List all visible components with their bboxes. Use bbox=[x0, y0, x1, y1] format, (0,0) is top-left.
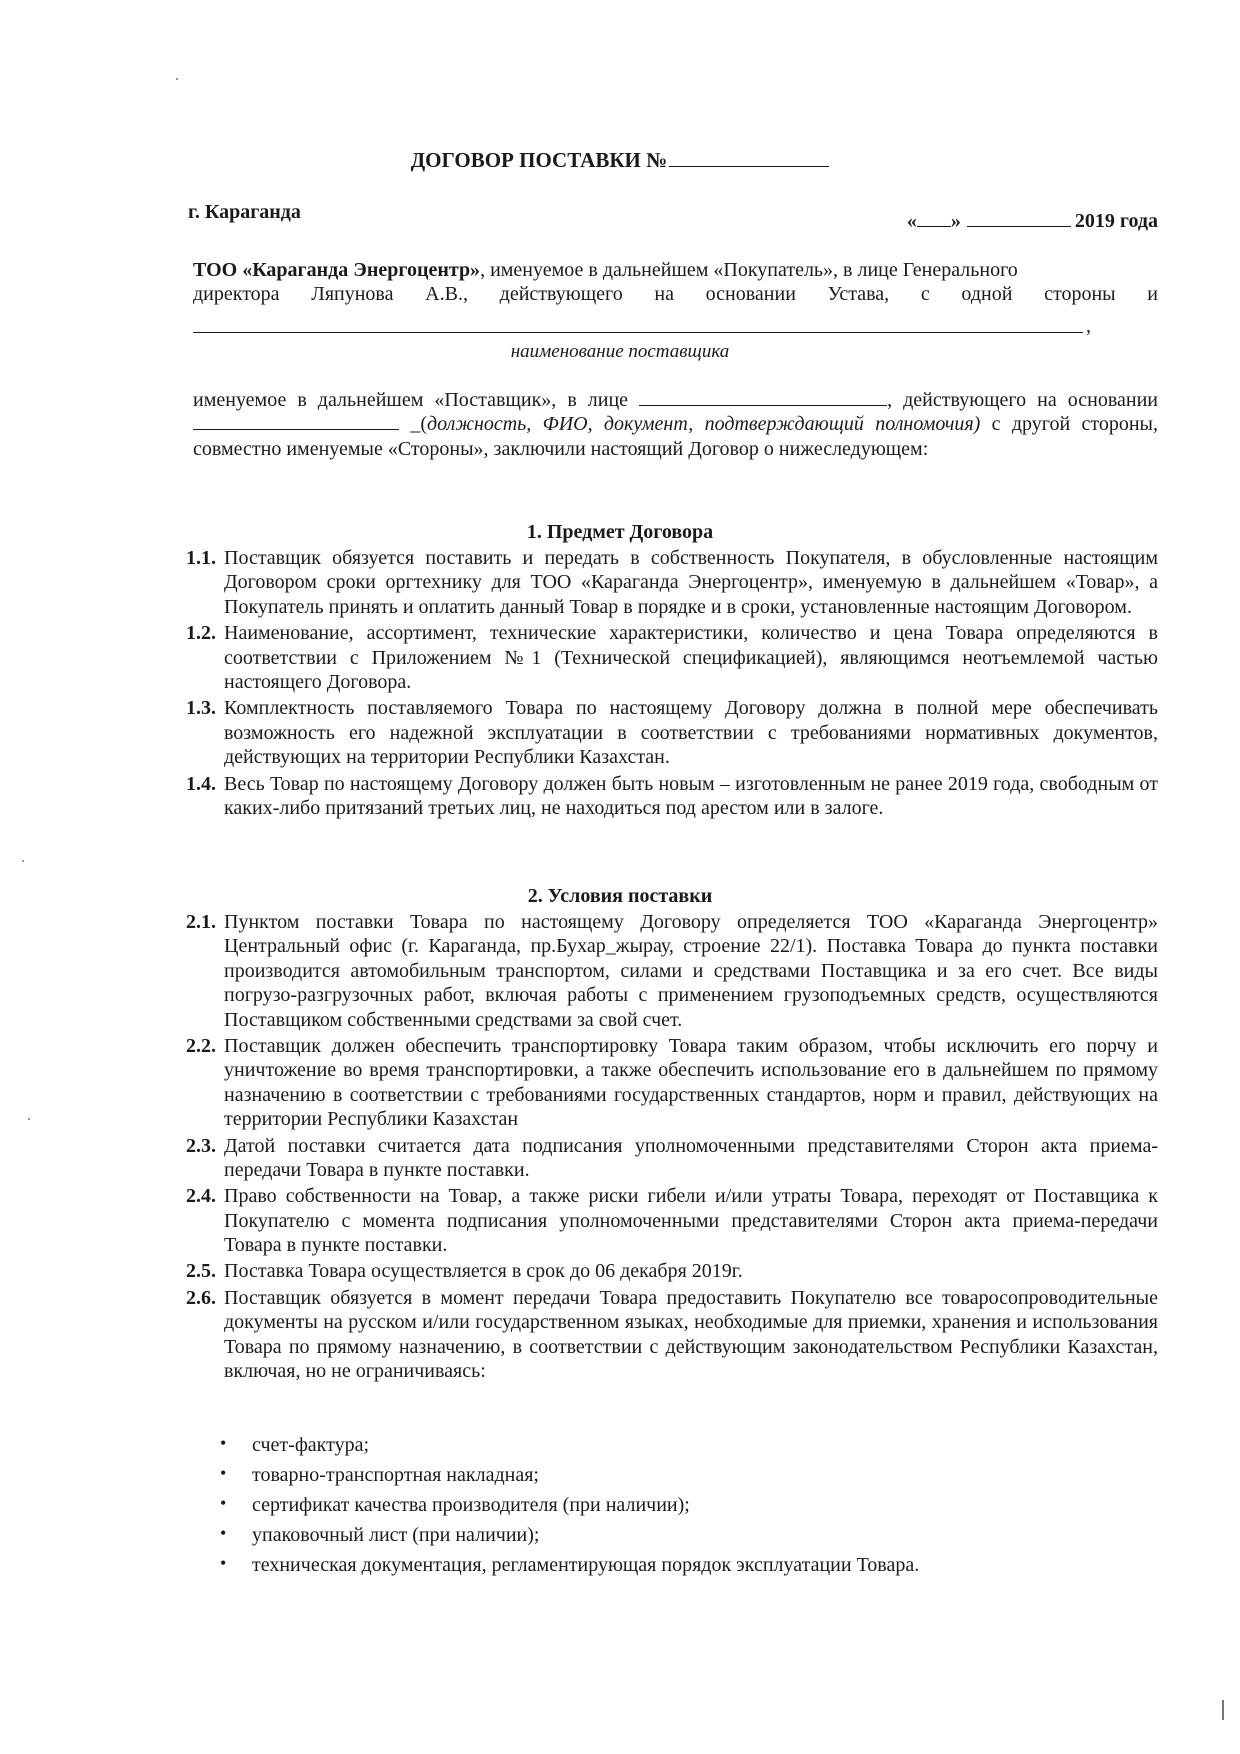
basis-blank bbox=[193, 413, 399, 430]
clause-1-3 bbox=[186, 696, 1158, 769]
bullet-icon: • bbox=[220, 1493, 227, 1513]
section-1-items bbox=[186, 546, 1158, 822]
clause-2-6 bbox=[186, 1286, 1158, 1384]
list-item-text: сертификат качества производителя (при наличии); bbox=[252, 1494, 690, 1516]
section-1-heading: 1. Предмет Договора bbox=[526, 521, 714, 543]
representative-blank bbox=[639, 389, 887, 406]
clause-1-1 bbox=[186, 546, 1158, 619]
supplier-name-blank bbox=[193, 318, 1083, 333]
list-item-text: упаковочный лист (при наличии); bbox=[252, 1524, 540, 1546]
clause-text: Наименование, ассортимент, технические характеристики, количество и цена Товара определяются в соответствии с Приложением №1 (Технической спецификацией), являющимся неотъемлемой частью настоящего Договора. bbox=[224, 622, 1158, 693]
clause-1-4 bbox=[186, 772, 1158, 821]
clause-number: 2.3. bbox=[186, 1134, 216, 1157]
clause-text: Весь Товар по настоящему Договору должен быть новым – изготовленным не ранее 2019 года, свободным от каких-либо притязаний третьих лиц, не находиться под арестом или в залоге. bbox=[224, 772, 1158, 819]
clause-number: 2.2. bbox=[186, 1034, 216, 1057]
list-item bbox=[220, 1463, 1158, 1493]
preamble-line2: директора Ляпунова А.В., действующего на основании Устава, с одной стороны и bbox=[193, 283, 1158, 306]
clause-2-5 bbox=[186, 1259, 1158, 1283]
clause-text: Комплектность поставляемого Товара по настоящему Договору должна в полной мере обеспечивать возможность его надежной эксплуатации в соответствии с требованиями нормативных документов, действующих на территории Республики Казахстан. bbox=[224, 697, 1158, 769]
supplier-clause-part3: _( bbox=[410, 413, 427, 436]
date-year: 2019 года bbox=[1074, 210, 1158, 232]
clause-1-2 bbox=[186, 621, 1158, 694]
section-2-heading: 2. Условия поставки bbox=[527, 885, 713, 907]
clause-2-3 bbox=[186, 1134, 1158, 1183]
clause-number: 2.6. bbox=[186, 1286, 216, 1309]
list-item bbox=[220, 1433, 1158, 1463]
list-item-text: товарно-транспортная накладная; bbox=[252, 1464, 539, 1486]
date-close-quote: » bbox=[950, 210, 961, 232]
contract-number-blank bbox=[669, 148, 829, 167]
section-2-items bbox=[186, 910, 1158, 1385]
scan-speck bbox=[176, 78, 178, 80]
bullet-icon: • bbox=[220, 1553, 227, 1573]
clause-number: 2.5. bbox=[186, 1260, 216, 1283]
document-title bbox=[0, 148, 1240, 174]
scan-edge-mark bbox=[1222, 1700, 1224, 1720]
clause-text: Поставщик должен обеспечить транспортировку Товара таким образом, чтобы исключить его порчу и уничтожение во время транспортировки, а также обеспечить использование его в дальнейшем по прямому назначению в соответствии с требованиями государственных стандартов, норм и правил, действующих на территории Республики Казахстан bbox=[224, 1034, 1158, 1131]
bullet-icon: • bbox=[220, 1523, 227, 1543]
clause-number: 2.1. bbox=[186, 911, 216, 933]
buyer-name: ТОО «Караганда Энергоцентр» bbox=[193, 259, 481, 281]
clause-text: Поставщик обязуется в момент передачи Товара предоставить Покупателю все товаросопроводительные документы на русском и/или государственном языках, необходимые для приемки, хранения и использования Товара по прямому назначению, в соответствии с действующим законодательством Республики Казахстан, включая, но не ограничиваясь: bbox=[224, 1286, 1158, 1383]
bullet-icon: • bbox=[220, 1433, 227, 1453]
clause-text: Поставщик обязуется поставить и передать в собственность Покупателя, в обусловленные настоящим Договором сроки оргтехнику для ТОО «Караганда Энергоцентр», именуемую в дальнейшем «Товар», а Покупатель принять и оплатить данный Товар в порядке и в сроки, установленные настоящим Договором. bbox=[224, 547, 1158, 618]
clause-text: Пунктом поставки Товара по настоящему Договору определяется ТОО «Караганда Энергоцентр» Центральный офис (г. Караганда, пр.Бухар_жырау, строение 22/1). Поставка Товара до пункта поставки производится автомобильным транспортом, силами и средствами Поставщика и за его счет. Все виды погрузо-разгрузочных работ, включая работы с применением грузоподъемных средств, осуществляются Поставщиком собственными средствами за свой счет. bbox=[224, 911, 1158, 1031]
clause-text: Поставка Товара осуществляется в срок до 06 декабря 2019г. bbox=[224, 1260, 743, 1283]
list-item-text: счет-фактура; bbox=[252, 1434, 370, 1456]
clause-text: Датой поставки считается дата подписания уполномоченными представителями Сторон акта приема-передачи Товара в пункте поставки. bbox=[224, 1134, 1158, 1181]
list-item bbox=[220, 1493, 1158, 1523]
clause-text: Право собственности на Товар, а также риски гибели и/или утраты Товара, переходят от Поставщика к Покупателю с момента подписания уполномоченными представителями Сторон акта приема-передачи Товара в пункте поставки. bbox=[224, 1185, 1158, 1257]
title-text: ДОГОВОР ПОСТАВКИ № bbox=[410, 148, 668, 172]
list-item bbox=[220, 1553, 1158, 1583]
bullet-icon: • bbox=[220, 1463, 227, 1483]
date-open-quote: « bbox=[906, 210, 917, 232]
clause-number: 1.1. bbox=[186, 547, 216, 569]
supplier-clause-part2: , действующего на основании bbox=[887, 389, 1158, 411]
document-list bbox=[220, 1433, 1158, 1583]
clause-2-2 bbox=[186, 1034, 1158, 1132]
clause-number: 1.3. bbox=[186, 697, 216, 720]
list-item bbox=[220, 1523, 1158, 1553]
supplier-clause bbox=[193, 388, 1158, 461]
clause-number: 1.4. bbox=[186, 772, 216, 795]
clause-number: 2.4. bbox=[186, 1185, 216, 1208]
preamble bbox=[193, 258, 1158, 307]
contract-date bbox=[907, 208, 1158, 233]
day-blank bbox=[917, 208, 951, 227]
preamble-line1: , именуемое в дальнейшем «Покупатель», в лице Генерального bbox=[480, 259, 1018, 281]
authority-caption: должность, ФИО, документ, подтверждающий полномочия) bbox=[427, 413, 981, 436]
supplier-clause-part1: именуемое в дальнейшем «Поставщик», в лице bbox=[193, 389, 629, 411]
supplier-comma: , bbox=[1086, 315, 1091, 337]
clause-2-4 bbox=[186, 1184, 1158, 1257]
supplier-clause-part4: с другой стороны, совместно именуемые «Стороны», заключили настоящий Договор о нижеследующем: bbox=[193, 413, 1158, 460]
clause-number: 1.2. bbox=[186, 622, 216, 645]
scan-speck bbox=[22, 860, 24, 862]
month-blank bbox=[967, 208, 1071, 227]
supplier-caption: наименование поставщика bbox=[510, 341, 730, 362]
clause-2-1 bbox=[186, 910, 1158, 1032]
city: г. Караганда bbox=[188, 201, 301, 223]
scan-speck bbox=[28, 1118, 30, 1120]
list-item-text: техническая документация, регламентирующая порядок эксплуатации Товара. bbox=[252, 1554, 920, 1576]
